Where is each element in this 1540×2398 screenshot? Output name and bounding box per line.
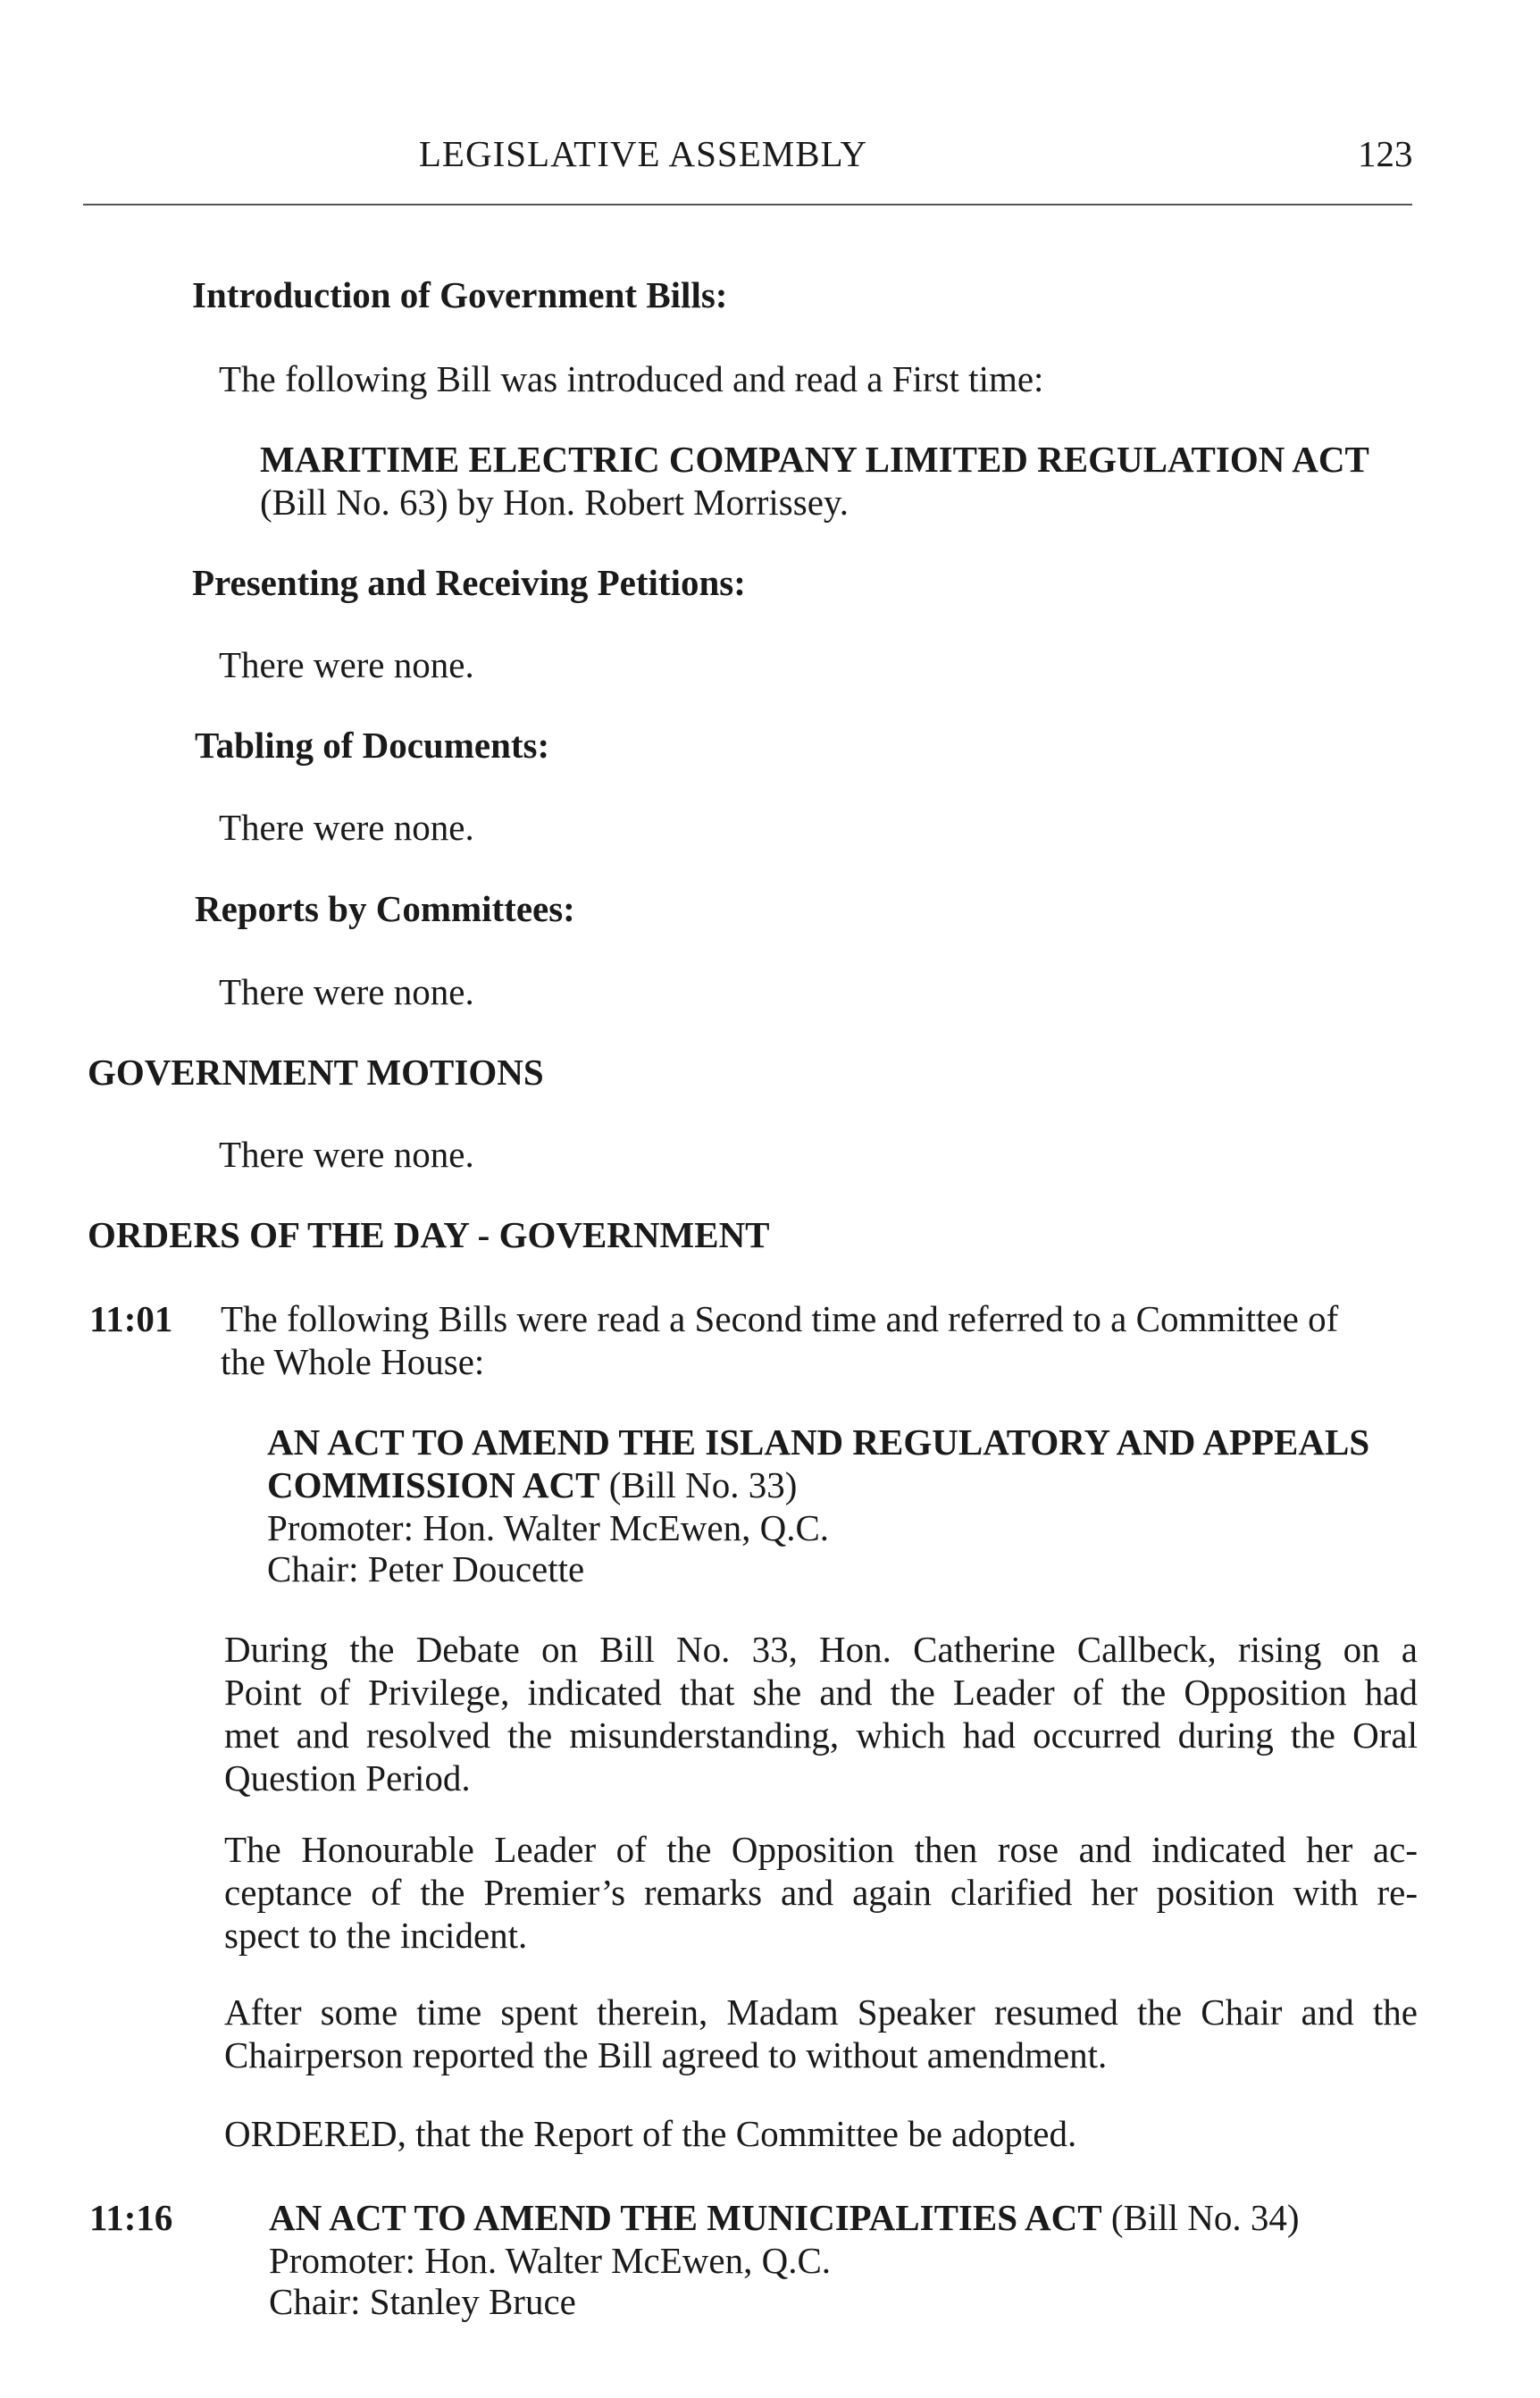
debate-paragraph: [224, 1628, 1418, 1799]
reports-text: There were none.: [219, 971, 474, 1012]
bill-34-promoter: Promoter: Hon. Walter McEwen, Q.C.: [269, 2240, 832, 2281]
reports-heading: Reports by Committees:: [195, 888, 575, 929]
gov-motions-heading: GOVERNMENT MOTIONS: [88, 1052, 544, 1093]
bill-34-chair: Chair: Stanley Bruce: [269, 2281, 576, 2322]
bill-34-title-row: [269, 2196, 1300, 2239]
opposition-paragraph: [224, 1828, 1418, 1957]
opposition-line: spect to the incident.: [224, 1915, 528, 1956]
time-stamp-1116: 11:16: [89, 2197, 173, 2238]
tabling-text: There were none.: [219, 807, 474, 848]
header-rule: [83, 204, 1412, 205]
entry-1101-text-line1: The following Bills were read a Second time and referred to a Committee of: [221, 1298, 1339, 1339]
bill-63-title: MARITIME ELECTRIC COMPANY LIMITED REGULATION ACT: [260, 439, 1369, 480]
bill-34-number: (Bill No. 34): [1110, 2197, 1300, 2238]
intro-heading: Introduction of Government Bills:: [192, 274, 728, 315]
entry-1101-text-line2: the Whole House:: [221, 1341, 485, 1382]
bill-33-promoter: Promoter: Hon. Walter McEwen, Q.C.: [267, 1507, 830, 1548]
page-number: 123: [1358, 133, 1413, 174]
speaker-line: Chairperson reported the Bill agreed to without amendment.: [224, 2034, 1108, 2075]
running-header: LEGISLATIVE ASSEMBLY: [418, 133, 868, 174]
debate-line: During the Debate on Bill No. 33, Hon. Catherine Callbeck, rising on a: [224, 1629, 1418, 1670]
bill-34-title: AN ACT TO AMEND THE MUNICIPALITIES ACT: [269, 2197, 1102, 2238]
speaker-paragraph: [224, 1991, 1418, 2076]
time-stamp-1101: 11:01: [89, 1298, 173, 1339]
debate-line: Question Period.: [224, 1757, 471, 1798]
opposition-line: The Honourable Leader of the Opposition then rose and indicated her ac-: [224, 1829, 1418, 1870]
petitions-text: There were none.: [219, 644, 474, 685]
bill-63-detail: (Bill No. 63) by Hon. Robert Morrissey.: [260, 482, 849, 523]
intro-text: The following Bill was introduced and read a First time:: [219, 358, 1044, 399]
bill-33-number: (Bill No. 33): [608, 1464, 798, 1505]
bill-33-chair: Chair: Peter Doucette: [267, 1548, 585, 1589]
orders-heading: ORDERS OF THE DAY - GOVERNMENT: [88, 1214, 770, 1255]
bill-33-title-line2: COMMISSION ACT: [267, 1464, 600, 1505]
speaker-line: After some time spent therein, Madam Speaker resumed the Chair and the: [224, 1991, 1418, 2033]
opposition-line: ceptance of the Premier’s remarks and again clarified her position with re-: [224, 1872, 1418, 1913]
debate-line: Point of Privilege, indicated that she and the Leader of the Opposition had: [224, 1672, 1418, 1713]
bill-33-title-line2-row: [267, 1463, 797, 1506]
tabling-heading: Tabling of Documents:: [195, 725, 550, 766]
debate-line: met and resolved the misunderstanding, which had occurred during the Oral: [224, 1715, 1418, 1756]
petitions-heading: Presenting and Receiving Petitions:: [192, 562, 746, 603]
bill-33-title-line1: AN ACT TO AMEND THE ISLAND REGULATORY AND APPEALS: [267, 1421, 1370, 1463]
gov-motions-text: There were none.: [219, 1134, 474, 1175]
ordered-text: ORDERED, that the Report of the Committee be adopted.: [224, 2113, 1077, 2154]
